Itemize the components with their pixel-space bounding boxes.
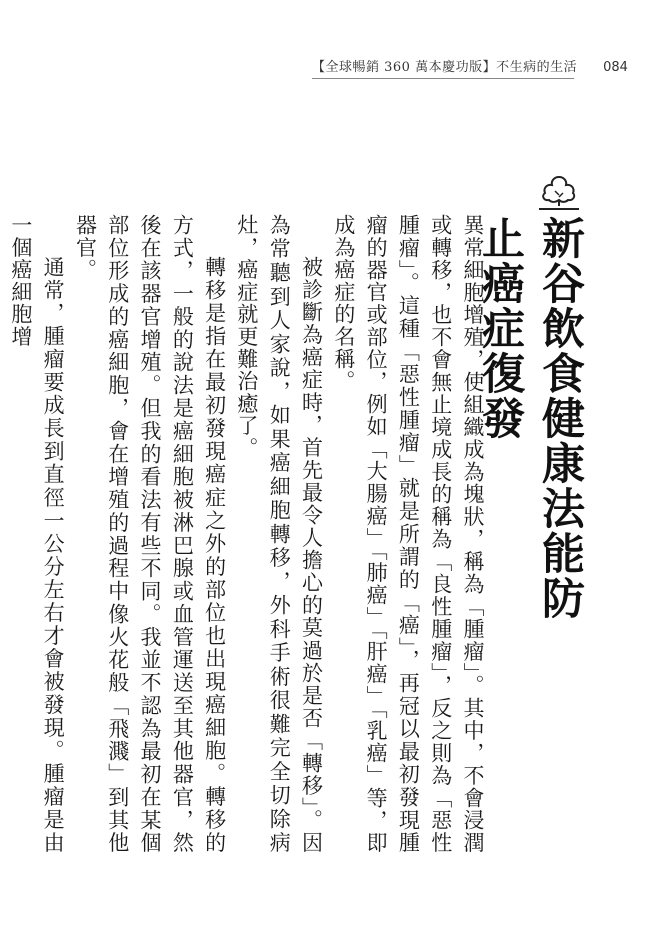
tree-icon bbox=[535, 173, 583, 213]
book-title: 【全球暢銷 360 萬本慶功版】不生病的生活 bbox=[312, 60, 578, 75]
running-header bbox=[312, 56, 628, 75]
paragraph-2: 被診斷為癌症時，首先最令人擔心的莫過於是否「轉移」。因為常聽到人家說，如果癌細胞轉移，外科手術很難完全切除病灶，癌症就更難治癒了。 bbox=[234, 214, 324, 854]
paragraph-3: 轉移是指在最初發現癌症之外的部位也出現癌細胞。轉移的方式，一般的說法是癌細胞被淋巴腺或血管運送至其他器官，然後在該器官增殖。但我的看法有些不同。我並不認為最初在某個部位形成的癌細胞，會在增殖的過程中像火花般「飛濺」到其他器官。 bbox=[73, 214, 227, 854]
paragraph-4: 通常，腫瘤要成長到直徑一公分左右才會被發現。腫瘤是由一個癌細胞增 bbox=[8, 214, 66, 854]
header-divider bbox=[312, 78, 574, 79]
paragraph-1: 異常細胞增殖，使組織成為塊狀，稱為「腫瘤」。其中，不會浸潤或轉移，也不會無止境成長的稱為「良性腫瘤」，反之則為「惡性腫瘤」。這種「惡性腫瘤」就是所謂的「癌」，再冠以最初發現腫瘤的器官或部位，例如「大腸癌」「肺癌」「肝癌」「乳癌」等，即成為癌症的名稱。 bbox=[331, 214, 485, 854]
page-number: 084 bbox=[603, 60, 628, 75]
section-title: 新谷飲食健康法能防止癌症復發 bbox=[475, 216, 585, 621]
body-text bbox=[8, 214, 489, 854]
